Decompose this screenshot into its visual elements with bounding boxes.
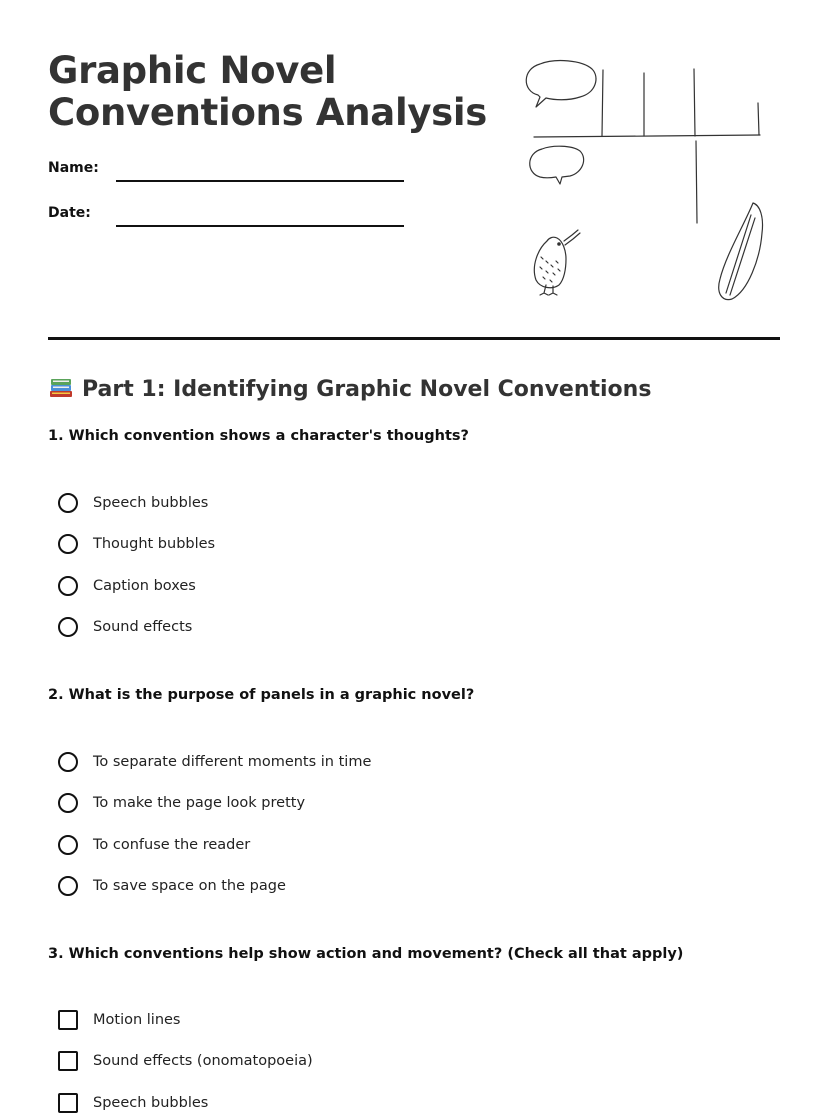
option-label: Thought bubbles <box>93 536 216 552</box>
checkbox[interactable] <box>58 1093 78 1113</box>
title-line-2: Conventions Analysis <box>48 91 487 134</box>
part1-heading <box>48 374 651 402</box>
q1-option-3[interactable] <box>58 573 196 599</box>
option-label: Speech bubbles <box>93 495 209 511</box>
option-label: Sound effects (onomatopoeia) <box>93 1053 313 1069</box>
date-line[interactable] <box>116 225 404 227</box>
option-label: Caption boxes <box>93 578 196 594</box>
option-label: To separate different moments in time <box>93 754 372 770</box>
date-label: Date: <box>48 205 91 221</box>
checkbox[interactable] <box>58 1010 78 1030</box>
kiwi-bird-icon <box>534 230 580 295</box>
radio-button[interactable] <box>58 493 78 513</box>
checkbox[interactable] <box>58 1051 78 1071</box>
section-divider <box>48 337 780 340</box>
part1-heading-text: Part 1: Identifying Graphic Novel Conventions <box>82 377 652 402</box>
radio-button[interactable] <box>58 835 78 855</box>
q1-option-1[interactable] <box>58 490 208 516</box>
q3-option-3[interactable] <box>58 1090 208 1116</box>
name-label: Name: <box>48 160 99 176</box>
name-line[interactable] <box>116 180 404 182</box>
question-3: 3. Which conventions help show action and movement? (Check all that apply) <box>48 946 684 962</box>
comic-sketch-illustration <box>520 55 770 305</box>
radio-button[interactable] <box>58 793 78 813</box>
question-2: 2. What is the purpose of panels in a graphic novel? <box>48 687 475 703</box>
comic-panel-grid-icon <box>534 69 760 223</box>
q2-option-2[interactable] <box>58 790 305 816</box>
radio-button[interactable] <box>58 576 78 596</box>
title-line-1: Graphic Novel <box>48 49 337 92</box>
radio-button[interactable] <box>58 534 78 554</box>
q1-option-2[interactable] <box>58 531 215 557</box>
q3-option-1[interactable] <box>58 1007 181 1033</box>
option-label: Motion lines <box>93 1012 181 1028</box>
option-label: Speech bubbles <box>93 1095 209 1111</box>
thought-bubble-icon <box>530 146 584 184</box>
option-label: Sound effects <box>93 619 193 635</box>
speech-bubble-icon <box>526 61 596 107</box>
q3-option-2[interactable] <box>58 1048 313 1074</box>
books-emoji-icon <box>48 374 74 400</box>
q1-option-4[interactable] <box>58 614 192 640</box>
option-label: To save space on the page <box>93 878 286 894</box>
q2-option-4[interactable] <box>58 873 286 899</box>
option-label: To make the page look pretty <box>93 795 306 811</box>
q2-option-3[interactable] <box>58 832 250 858</box>
surfboard-icon <box>719 203 763 300</box>
radio-button[interactable] <box>58 752 78 772</box>
question-1: 1. Which convention shows a character's thoughts? <box>48 428 469 444</box>
option-label: To confuse the reader <box>93 837 251 853</box>
radio-button[interactable] <box>58 876 78 896</box>
radio-button[interactable] <box>58 617 78 637</box>
worksheet-title <box>48 50 487 134</box>
q2-option-1[interactable] <box>58 749 371 775</box>
